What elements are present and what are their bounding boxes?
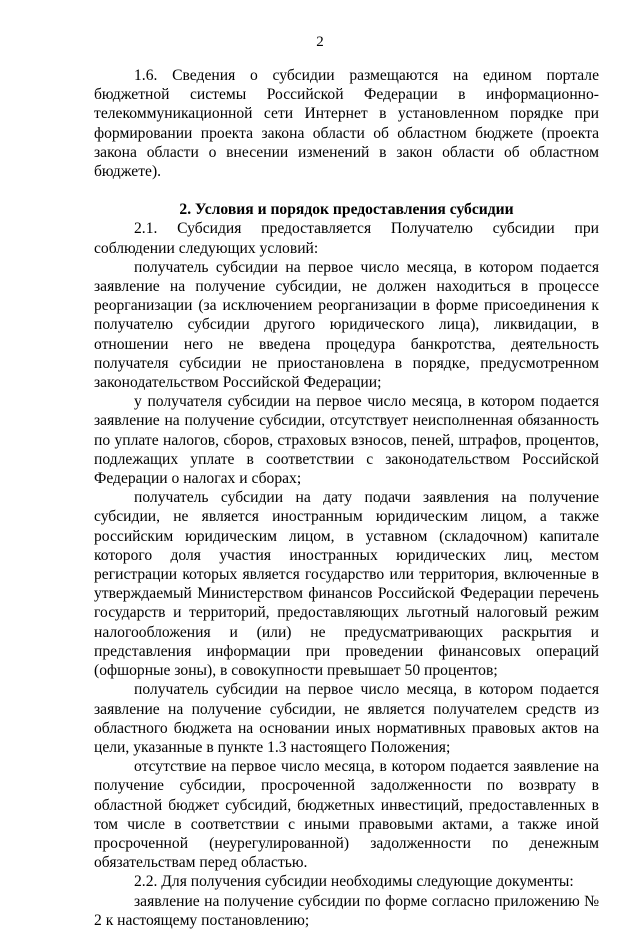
condition-not-foreign-entity: получатель субсидии на дату подачи заявления на получение субсидии, не является иностранным юридическим лицом, а также российским юридическим лицом, в уставном (складочном) капитале которого доля участия иностранных юридических лиц, местом регистрации которых является государство или территория, включенные в утверждаемый Министерством финансов Российской Федерации перечень государств и территорий, предоставляющих льготный налоговый режим налогообложения и (или) не предусматривающих раскрытия и представления информации при проведении финансовых операций (офшорные зоны), в совокупности превышает 50 процентов; [94,489,599,680]
condition-no-tax-debt: у получателя субсидии на первое число месяца, в котором подается заявление на получение субсидии, отсутствует неисполненная обязанность по уплате налогов, сборов, страховых взносов, пеней, штрафов, процентов, подлежащих уплате в соответствии с законодательством Российской Федерации о налогах и сборах; [94,393,599,488]
section-heading: 2. Условия и порядок предоставления субсидии [179,201,514,219]
paragraph-2-1: 2.1. Субсидия предоставляется Получателю субсидии при соблюдении следующих условий: [94,220,599,257]
document-body [94,66,599,930]
condition-no-reorganization: получатель субсидии на первое число месяца, в котором подается заявление на получение субсидии, не должен находиться в процессе реорганизации (за исключением реорганизации в форме присоединения к получателю субсидии другого юридического лица), ликвидации, в отношении него не введена процедура банкротства, деятельность получателя субсидии не приостановлена в порядке, предусмотренном законодательством Российской Федерации; [94,258,599,392]
page-number: 2 [316,34,324,50]
condition-no-other-funds: получатель субсидии на первое число месяца, в котором подается заявление на получение субсидии, не является получателем средств из областного бюджета на основании иных нормативных правовых актов на цели, указанные в пункте 1.3 настоящего Положения; [94,681,599,756]
required-document-application: заявление на получение субсидии по форме согласно приложению № 2 к настоящему постановлению; [94,892,599,929]
paragraph-2-2: 2.2. Для получения субсидии необходимы следующие документы: [134,873,574,891]
paragraph-1-6: 1.6. Сведения о субсидии размещаются на едином портале бюджетной системы Российской Федерации в информационно-телекоммуникационной сети Интернет в установленном порядке при формировании проекта закона области об областном бюджете (проекта закона области о внесении изменений в закон области об областном бюджете). [94,67,599,181]
condition-no-overdue-debt: отсутствие на первое число месяца, в котором подается заявление на получение субсидии, просроченной задолженности по возврату в областной бюджет субсидий, бюджетных инвестиций, предоставленных в том числе в соответствии с иными правовыми актами, а также иной просроченной (неурегулированной) задолженности по денежным обязательствам перед областью. [94,758,599,872]
